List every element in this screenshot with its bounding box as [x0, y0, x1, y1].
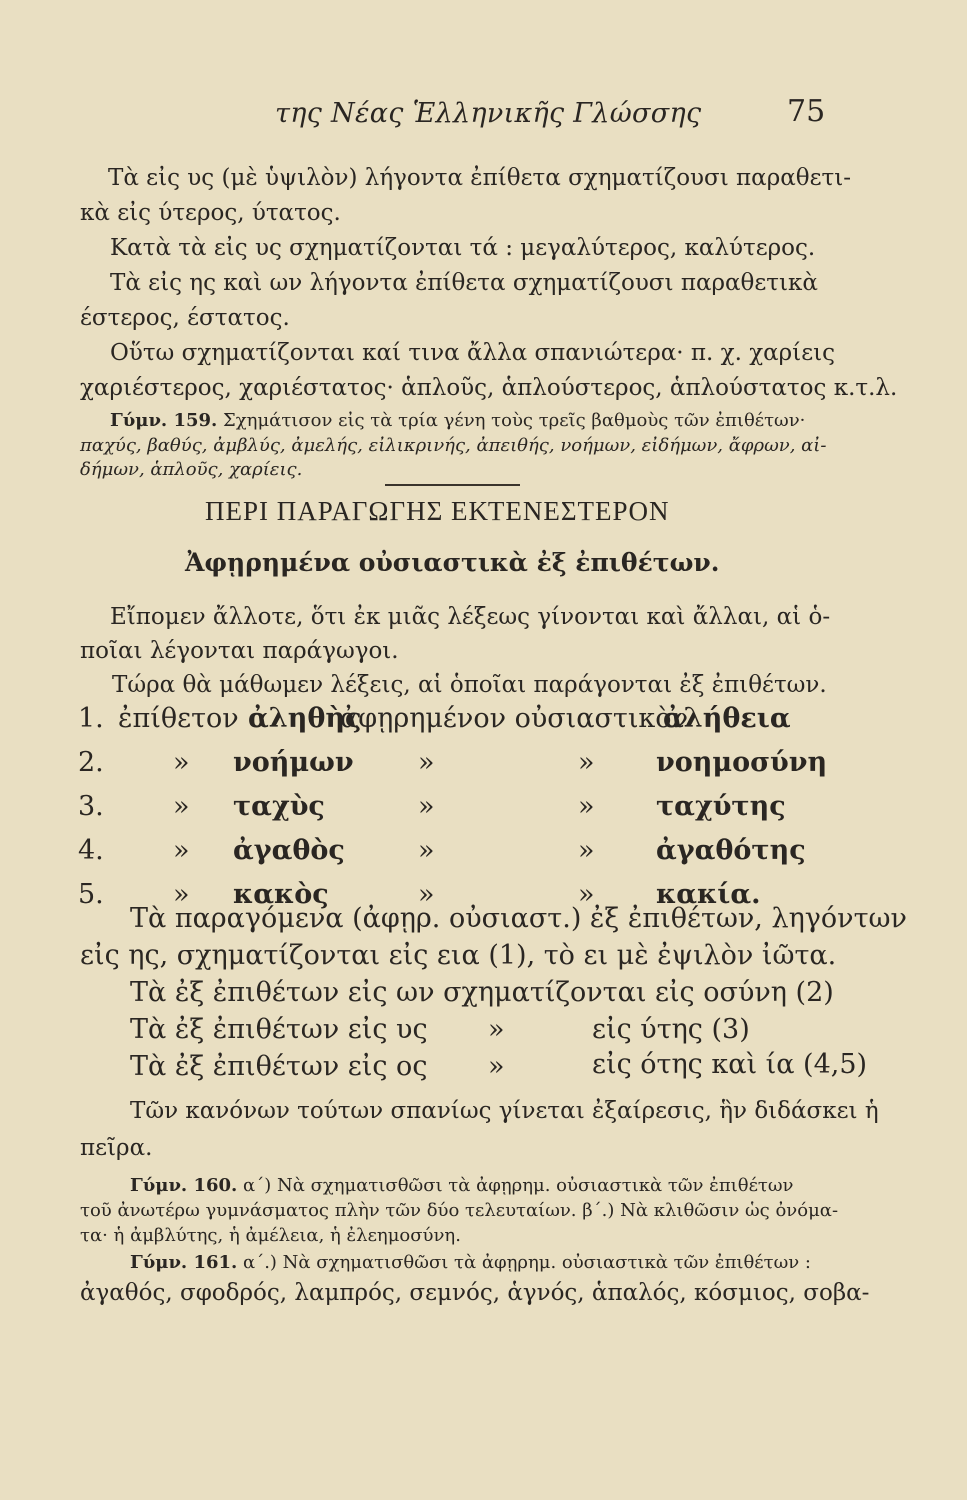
- row-description: ἀφῃρημένον οὐσιαστικὸν: [340, 703, 688, 734]
- row-noun: κακία.: [656, 879, 761, 910]
- exercise-160-line-1: [130, 1175, 793, 1196]
- exercise-161-line-1: [130, 1252, 811, 1273]
- table-row: [78, 703, 838, 747]
- row-noun: νοημοσύνη: [656, 747, 828, 778]
- exercise-161-text: α΄.) Νὰ σχηματισθῶσι τὰ ἀφῃρημ. οὐσιαστικὰ τῶν ἐπιθέτων :: [243, 1252, 811, 1273]
- intro-line-7: χαριέστερος, χαριέστατος· ἁπλοῦς, ἁπλούστερος, ἁπλούστατος κ.τ.λ.: [80, 375, 898, 401]
- row-noun: ἀγαθότης: [656, 835, 806, 866]
- exercise-161-label: Γύμν. 161.: [130, 1252, 238, 1273]
- table-row: [78, 747, 838, 791]
- page-header: [0, 94, 967, 138]
- row-number: 5.: [78, 879, 104, 910]
- section-title: ΠΕΡΙ ΠΑΡΑΓΩΓΗΣ ΕΚΤΕΝΕΣΤΕΡΟΝ: [205, 496, 670, 526]
- intro-line-4: Τὰ εἰς ης καὶ ων λήγοντα ἐπίθετα σχηματίζουσι παραθετικὰ: [110, 270, 818, 296]
- exercise-160-line-2: τοῦ ἀνωτέρω γυμνάσματος πλὴν τῶν δύο τελευταίων. β΄.) Νὰ κλιθῶσιν ὡς ὀνόμα-: [80, 1200, 839, 1221]
- row-number: 3.: [78, 791, 104, 822]
- exercise-160-text: α΄) Νὰ σχηματισθῶσι τὰ ἀφῃρημ. οὐσιαστικὰ τῶν ἐπιθέτων: [243, 1175, 794, 1196]
- intro-line-5: έστερος, έστατος.: [80, 305, 290, 331]
- ditto-mark: »: [418, 835, 435, 866]
- ditto-mark: »: [578, 879, 595, 910]
- table-row: [78, 791, 838, 835]
- table-row: [78, 835, 838, 879]
- row-number: 1.: [78, 703, 104, 734]
- running-head: της Νέας Ἑλληνικῆς Γλώσσης: [275, 98, 702, 129]
- row-adjective: ἀληθὴς: [248, 703, 362, 734]
- derivation-table: [78, 703, 838, 923]
- rule-line-4: [130, 1014, 428, 1045]
- ditto-mark: »: [418, 747, 435, 778]
- ditto-mark: »: [418, 791, 435, 822]
- ditto-mark: »: [488, 1051, 505, 1082]
- ditto-mark: »: [578, 747, 595, 778]
- row-number: 4.: [78, 835, 104, 866]
- row-lead-word: ἐπίθετον: [118, 703, 239, 734]
- exercise-161-line-2: ἀγαθός, σφοδρός, λαμπρός, σεμνός, ἁγνός, ἁπαλός, κόσμιος, σοβα-: [80, 1280, 870, 1306]
- row-noun: ταχύτης: [656, 791, 786, 822]
- paragraph-1-line-1: Εἴπομεν ἄλλοτε, ὅτι ἐκ μιᾶς λέξεως γίνονται καὶ ἄλλαι, αἱ ὁ-: [110, 604, 831, 630]
- section-divider: [385, 484, 520, 486]
- row-adjective: νοήμων: [233, 747, 354, 778]
- ditto-mark: »: [418, 879, 435, 910]
- ditto-mark: »: [578, 791, 595, 822]
- section-subheading: Ἀφῃρημένα οὐσιαστικὰ ἐξ ἐπιθέτων.: [185, 548, 720, 577]
- ditto-mark: »: [173, 835, 190, 866]
- page-number: 75: [787, 94, 826, 129]
- intro-line-3: Κατὰ τὰ εἰς υς σχηματίζονται τά : μεγαλύτερος, καλύτερος.: [110, 235, 816, 261]
- exercise-159-line-2: παχύς, βαθύς, ἀμβλύς, ἀμελής, εἰλικρινής, ἀπειθής, νοήμων, εἰδήμων, ἄφρων, αἰ-: [80, 435, 827, 456]
- paragraph-2-line-2: πεῖρα.: [80, 1135, 153, 1161]
- exercise-160-line-3: τα· ἡ ἀμβλύτης, ἡ ἀμέλεια, ἡ ἐλεημοσύνη.: [80, 1225, 461, 1246]
- rule-line-2: εἰς ης, σχηματίζονται εἰς εια (1), τὸ ει μὲ ἐψιλὸν ἰῶτα.: [80, 940, 837, 971]
- exercise-160-label: Γύμν. 160.: [130, 1175, 238, 1196]
- rule-line-5-left: Τὰ ἐξ ἐπιθέτων εἰς ος: [130, 1051, 428, 1082]
- ditto-mark: »: [488, 1014, 505, 1045]
- rule-line-4-left: Τὰ ἐξ ἐπιθέτων εἰς υς: [130, 1014, 428, 1045]
- paragraph-2-line-1: Τῶν κανόνων τούτων σπανίως γίνεται ἐξαίρεσις, ἣν διδάσκει ἡ: [130, 1098, 879, 1124]
- exercise-159-label: Γύμν. 159.: [110, 410, 218, 431]
- exercise-159-line-1: [110, 410, 805, 431]
- exercise-159-text: Σχημάτισον εἰς τὰ τρία γένη τοὺς τρεῖς βαθμοὺς τῶν ἐπιθέτων·: [223, 410, 806, 431]
- rule-line-4-right: εἰς ύτης (3): [592, 1014, 750, 1045]
- row-number: 2.: [78, 747, 104, 778]
- rule-line-5-right: εἰς ότης καὶ ία (4,5): [592, 1049, 868, 1080]
- row-adjective: ἀγαθὸς: [233, 835, 345, 866]
- row-adjective: κακὸς: [233, 879, 329, 910]
- row-noun: ἀλήθεια: [663, 703, 791, 734]
- intro-line-6: Οὕτω σχηματίζονται καί τινα ἄλλα σπανιώτερα· π. χ. χαρίεις: [110, 340, 836, 366]
- exercise-159-line-3: δήμων, ἁπλοῦς, χαρίεις.: [80, 459, 303, 480]
- rule-line-1: Τὰ παραγόμενα (ἀφῃρ. οὐσιαστ.) ἐξ ἐπιθέτων, ληγόντων: [130, 903, 907, 934]
- ditto-mark: »: [578, 835, 595, 866]
- ditto-mark: »: [173, 747, 190, 778]
- paragraph-1-line-2: ποῖαι λέγονται παράγωγοι.: [80, 638, 399, 664]
- rule-line-3: Τὰ ἐξ ἐπιθέτων εἰς ων σχηματίζονται εἰς οσύνη (2): [130, 977, 834, 1008]
- intro-line-2: κὰ εἰς ύτερος, ύτατος.: [80, 200, 341, 226]
- paragraph-1-line-3: Τώρα θὰ μάθωμεν λέξεις, αἱ ὁποῖαι παράγονται ἐξ ἐπιθέτων.: [112, 672, 827, 698]
- ditto-mark: »: [173, 879, 190, 910]
- intro-line-1: Τὰ εἰς υς (μὲ ὑψιλὸν) λήγοντα ἐπίθετα σχηματίζουσι παραθετι-: [108, 165, 852, 191]
- ditto-mark: »: [173, 791, 190, 822]
- row-adjective: ταχὺς: [233, 791, 325, 822]
